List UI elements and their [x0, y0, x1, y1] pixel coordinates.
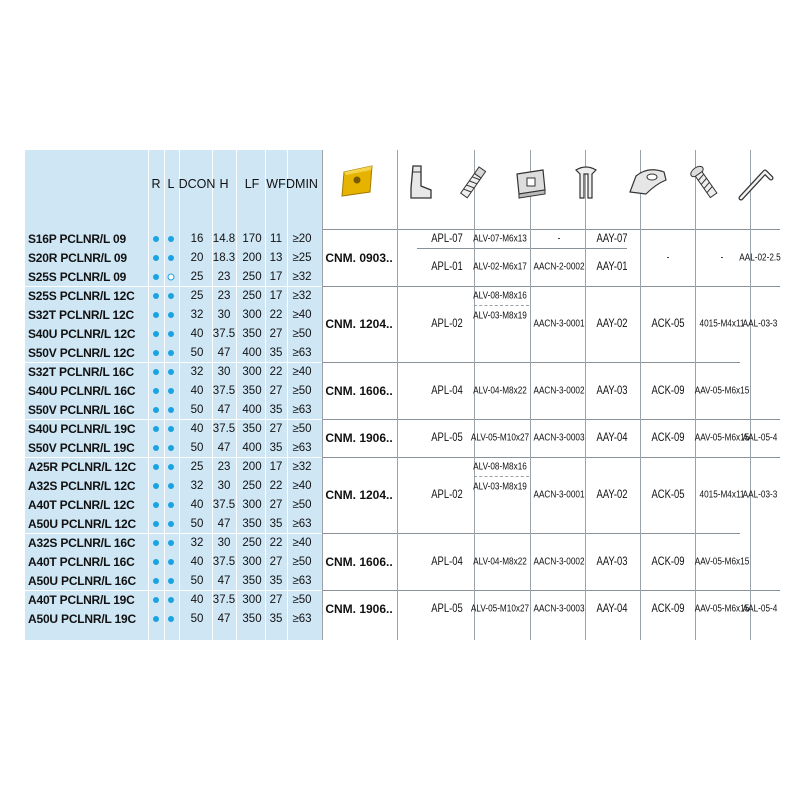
spec-value: 37.5 [212, 422, 236, 435]
ack-part: ACK-05 [651, 318, 685, 330]
spec-value: 47 [217, 612, 231, 625]
column-header: WF [266, 177, 286, 191]
column-header: R [151, 177, 161, 191]
spec-value: 16 [190, 232, 204, 245]
column-divider [322, 150, 323, 640]
spec-value: ≥63 [292, 403, 312, 416]
available-dot [153, 464, 159, 470]
spec-value: 32 [190, 308, 204, 321]
aacn-part: AACN-2-0002 [533, 261, 585, 272]
available-dot [153, 312, 159, 318]
insert-code: CNM. 1204.. [325, 317, 393, 331]
spec-value: 14.8 [212, 232, 236, 245]
column-divider [640, 150, 641, 640]
spec-value: 40 [190, 555, 204, 568]
alv-part: ALV-08-M8x16 [473, 290, 527, 301]
column-divider [148, 150, 149, 640]
screw-part: AAV-05-M6x15 [694, 603, 750, 615]
spec-value: 40 [190, 384, 204, 397]
spec-value: ≥63 [292, 346, 312, 359]
ack-part: ACK-09 [651, 555, 685, 568]
spec-value: 300 [242, 308, 262, 321]
available-dot [168, 293, 174, 299]
apl-part: APL-02 [431, 318, 463, 330]
model-code: A32S PCLNR/L 12C [28, 478, 136, 493]
available-dot [153, 369, 159, 375]
spec-value: ≥40 [292, 536, 312, 549]
column-header: H [219, 177, 229, 191]
unavailable-dot [168, 273, 175, 280]
spec-value: 22 [269, 365, 283, 378]
spec-value: 37.5 [212, 555, 236, 568]
spec-value: 22 [269, 479, 283, 492]
column-divider [179, 150, 180, 640]
spec-value: 50 [190, 574, 204, 587]
spec-value: 20 [190, 251, 204, 264]
group-divider [25, 419, 322, 420]
group-divider [25, 286, 322, 287]
dashed-divider [474, 476, 529, 477]
ack-part: - [666, 252, 670, 263]
group-divider [25, 533, 322, 534]
spec-value: ≥63 [292, 574, 312, 587]
model-code: S50V PCLNR/L 19C [28, 440, 135, 455]
model-code: A50U PCLNR/L 19C [28, 611, 136, 626]
spec-value: 50 [190, 517, 204, 530]
spec-value: 27 [269, 555, 283, 568]
spec-value: 30 [217, 365, 231, 378]
aacn-part: AACN-3-0002 [533, 385, 585, 396]
spec-value: 200 [242, 460, 262, 473]
spec-value: 25 [190, 270, 204, 283]
available-dot [168, 559, 174, 565]
spec-value: 40 [190, 593, 204, 606]
alv-part: ALV-03-M8x19 [473, 481, 527, 492]
catalog-table [25, 150, 780, 640]
spec-value: 22 [269, 536, 283, 549]
screw-part: 4015-M4x11 [699, 318, 745, 330]
aay-part: AAY-04 [596, 432, 628, 444]
available-dot [168, 502, 174, 508]
available-dot [168, 521, 174, 527]
available-dot [153, 616, 159, 622]
spec-value: 300 [242, 555, 262, 568]
available-dot [168, 407, 174, 413]
header-divider [322, 229, 780, 230]
alv-part: ALV-05-M10x27 [470, 432, 530, 444]
spec-value: 47 [217, 441, 231, 454]
spec-value: ≥40 [292, 365, 312, 378]
available-dot [153, 521, 159, 527]
spec-value: 17 [269, 460, 283, 473]
aay-part: AAY-01 [596, 260, 628, 273]
spec-value: ≥50 [292, 327, 312, 340]
spec-value: 27 [269, 593, 283, 606]
spec-value: ≥63 [292, 517, 312, 530]
screw-part: 4015-M4x11 [699, 489, 745, 501]
apl-part: APL-05 [431, 432, 463, 444]
spec-value: 27 [269, 498, 283, 511]
available-dot [153, 350, 159, 356]
spec-value: 35 [269, 346, 283, 359]
insert-code: CNM. 0903.. [325, 250, 393, 265]
available-dot [168, 445, 174, 451]
spec-value: 37.5 [212, 384, 236, 397]
column-divider [397, 150, 398, 640]
model-code: S32T PCLNR/L 12C [28, 307, 134, 322]
clip-icon [570, 164, 602, 202]
aacn-part: AACN-3-0001 [533, 489, 585, 501]
group-divider [25, 590, 322, 591]
group-divider [322, 590, 740, 591]
spec-value: 27 [269, 422, 283, 435]
available-dot [168, 426, 174, 432]
model-code: S16P PCLNR/L 09 [28, 231, 126, 246]
spec-value: 250 [242, 536, 262, 549]
column-divider [750, 150, 751, 640]
alv-part: ALV-04-M8x22 [473, 385, 527, 396]
aay-part: AAY-04 [596, 603, 628, 615]
model-code: S40U PCLNR/L 12C [28, 326, 136, 341]
available-dot [153, 597, 159, 603]
available-dot [168, 255, 174, 261]
spec-value: 400 [242, 346, 262, 359]
spec-value: ≥40 [292, 308, 312, 321]
aacn-part: AACN-3-0002 [533, 556, 585, 567]
column-header: DMIN [286, 177, 318, 191]
key-part: AAL-02-2.5 [739, 252, 781, 263]
model-code: S25S PCLNR/L 09 [28, 269, 127, 284]
available-dot [153, 483, 159, 489]
model-code: A50U PCLNR/L 12C [28, 516, 136, 531]
spec-value: 350 [242, 384, 262, 397]
insert-code: CNM. 1606.. [325, 383, 393, 398]
alv-part: ALV-02-M6x17 [473, 261, 527, 272]
screw-part: - [720, 252, 724, 263]
model-code: A50U PCLNR/L 16C [28, 573, 136, 588]
available-dot [153, 388, 159, 394]
spec-value: ≥32 [292, 460, 312, 473]
spec-value: 50 [190, 441, 204, 454]
model-code: S40U PCLNR/L 19C [28, 421, 136, 436]
group-divider [740, 419, 780, 420]
spec-value: 50 [190, 612, 204, 625]
aay-part: AAY-02 [596, 489, 628, 501]
available-dot [153, 407, 159, 413]
spec-value: 250 [242, 270, 262, 283]
spec-value: ≥32 [292, 270, 312, 283]
spec-value: 35 [269, 517, 283, 530]
apl-part: APL-04 [431, 384, 463, 397]
spec-value: 50 [190, 403, 204, 416]
spec-value: 25 [190, 460, 204, 473]
available-dot [153, 578, 159, 584]
spec-value: 35 [269, 612, 283, 625]
insert-icon [338, 162, 376, 200]
aay-part: AAY-03 [596, 555, 628, 568]
model-code: S20R PCLNR/L 09 [28, 250, 127, 265]
spec-value: 32 [190, 536, 204, 549]
model-code: S50V PCLNR/L 12C [28, 345, 135, 360]
model-code: S50V PCLNR/L 16C [28, 402, 135, 417]
group-divider [740, 457, 780, 458]
spec-value: 47 [217, 346, 231, 359]
ack-part: ACK-09 [651, 384, 685, 397]
spec-value: 47 [217, 574, 231, 587]
spec-value: 27 [269, 384, 283, 397]
spec-value: ≥50 [292, 422, 312, 435]
row-divider [417, 248, 627, 249]
spec-value: ≥20 [292, 232, 312, 245]
available-dot [168, 369, 174, 375]
spec-value: 35 [269, 441, 283, 454]
group-divider [322, 457, 740, 458]
spec-value: ≥32 [292, 289, 312, 302]
spec-value: 250 [242, 289, 262, 302]
spec-value: ≥63 [292, 441, 312, 454]
available-dot [153, 540, 159, 546]
model-code: A40T PCLNR/L 19C [28, 592, 135, 607]
key-part: AAL-03-3 [742, 489, 778, 501]
column-header: DCON [178, 177, 216, 191]
spec-value: ≥50 [292, 384, 312, 397]
available-dot [153, 331, 159, 337]
model-code: S32T PCLNR/L 16C [28, 364, 134, 379]
screw-icon [685, 164, 725, 202]
spec-value: 350 [242, 422, 262, 435]
boot-icon [405, 162, 435, 202]
spec-value: 23 [217, 460, 231, 473]
spec-value: 40 [190, 498, 204, 511]
spec-value: 350 [242, 612, 262, 625]
spec-value: 50 [190, 346, 204, 359]
group-divider [322, 533, 740, 534]
spec-value: 32 [190, 365, 204, 378]
spec-value: 18.3 [212, 251, 236, 264]
available-dot [153, 255, 159, 261]
spec-value: 200 [242, 251, 262, 264]
hex-key-icon [735, 162, 777, 204]
available-dot [153, 274, 159, 280]
key-part: AAL-03-3 [742, 318, 778, 330]
available-dot [168, 388, 174, 394]
spec-value: 40 [190, 422, 204, 435]
spec-value: 300 [242, 593, 262, 606]
apl-part: APL-04 [431, 555, 463, 568]
apl-part: APL-05 [431, 603, 463, 615]
available-dot [153, 559, 159, 565]
available-dot [168, 331, 174, 337]
available-dot [153, 445, 159, 451]
group-divider [322, 362, 740, 363]
screw-part: AAV-05-M6x15 [694, 556, 750, 567]
spec-value: 170 [242, 232, 262, 245]
spec-value: 37.5 [212, 593, 236, 606]
group-divider [322, 419, 740, 420]
spec-value: 350 [242, 574, 262, 587]
available-dot [153, 293, 159, 299]
aacn-part: AACN-3-0003 [533, 603, 585, 615]
model-code: S25S PCLNR/L 12C [28, 288, 135, 303]
spec-value: 27 [269, 327, 283, 340]
spec-value: ≥50 [292, 555, 312, 568]
spec-value: 40 [190, 327, 204, 340]
spec-value: 30 [217, 479, 231, 492]
spec-value: 47 [217, 403, 231, 416]
spec-value: 250 [242, 479, 262, 492]
available-dot [168, 350, 174, 356]
available-dot [153, 502, 159, 508]
available-dot [168, 483, 174, 489]
model-code: A25R PCLNR/L 12C [28, 459, 136, 474]
ack-part: ACK-09 [651, 603, 685, 615]
spec-value: 30 [217, 536, 231, 549]
aay-part: AAY-02 [596, 318, 628, 330]
group-divider [740, 286, 780, 287]
screw-icon [457, 164, 487, 204]
aay-part: AAY-07 [596, 232, 628, 245]
alv-part: ALV-03-M8x19 [473, 310, 527, 321]
spec-value: 400 [242, 403, 262, 416]
spec-value: 47 [217, 517, 231, 530]
apl-part: APL-01 [431, 260, 463, 273]
ack-part: ACK-05 [651, 489, 685, 501]
aacn-part: - [557, 233, 561, 244]
model-code: A32S PCLNR/L 16C [28, 535, 136, 550]
column-divider [265, 150, 266, 640]
column-header: L [167, 177, 175, 191]
spec-value: 35 [269, 574, 283, 587]
spec-value: 400 [242, 441, 262, 454]
clamp-icon [626, 164, 670, 200]
spec-value: 35 [269, 403, 283, 416]
aacn-part: AACN-3-0001 [533, 318, 585, 330]
spec-value: 350 [242, 517, 262, 530]
group-divider [25, 457, 322, 458]
spec-value: ≥25 [292, 251, 312, 264]
column-divider [287, 150, 288, 640]
available-dot [168, 578, 174, 584]
spec-value: ≥63 [292, 612, 312, 625]
aay-part: AAY-03 [596, 384, 628, 397]
model-code: S40U PCLNR/L 16C [28, 383, 136, 398]
spec-value: ≥50 [292, 593, 312, 606]
group-divider [25, 362, 322, 363]
spec-value: 17 [269, 289, 283, 302]
spec-value: 22 [269, 308, 283, 321]
spec-value: 37.5 [212, 327, 236, 340]
spec-value: 23 [217, 289, 231, 302]
shim-icon [513, 166, 549, 200]
spec-value: 30 [217, 308, 231, 321]
alv-part: ALV-05-M10x27 [470, 603, 530, 615]
spec-value: 17 [269, 270, 283, 283]
insert-code: CNM. 1906.. [325, 602, 393, 616]
screw-part: AAV-05-M6x15 [694, 385, 750, 396]
column-divider [585, 150, 586, 640]
insert-code: CNM. 1204.. [325, 488, 393, 502]
key-part: AAL-05-4 [742, 432, 778, 444]
available-dot [168, 597, 174, 603]
apl-part: APL-02 [431, 489, 463, 501]
model-code: A40T PCLNR/L 12C [28, 497, 135, 512]
group-divider [740, 590, 780, 591]
group-divider [322, 286, 740, 287]
insert-code: CNM. 1906.. [325, 431, 393, 445]
alv-part: ALV-04-M8x22 [473, 556, 527, 567]
spec-value: 350 [242, 327, 262, 340]
column-divider [236, 150, 237, 640]
apl-part: APL-07 [431, 232, 463, 245]
available-dot [168, 464, 174, 470]
spec-value: 300 [242, 365, 262, 378]
available-dot [168, 312, 174, 318]
key-part: AAL-05-4 [742, 603, 778, 615]
column-divider [164, 150, 165, 640]
available-dot [153, 426, 159, 432]
dashed-divider [474, 305, 529, 306]
ack-part: ACK-09 [651, 432, 685, 444]
spec-value: 13 [269, 251, 283, 264]
available-dot [168, 236, 174, 242]
spec-value: ≥50 [292, 498, 312, 511]
spec-value: 37.5 [212, 498, 236, 511]
spec-value: 32 [190, 479, 204, 492]
available-dot [153, 236, 159, 242]
spec-value: 23 [217, 270, 231, 283]
screw-part: AAV-05-M6x15 [694, 432, 750, 444]
spec-value: 25 [190, 289, 204, 302]
available-dot [168, 616, 174, 622]
available-dot [168, 540, 174, 546]
spec-value: ≥40 [292, 479, 312, 492]
column-header: LF [244, 177, 260, 191]
model-code: A40T PCLNR/L 16C [28, 554, 135, 569]
spec-value: 11 [270, 232, 282, 245]
column-divider [530, 150, 531, 640]
insert-code: CNM. 1606.. [325, 554, 393, 569]
alv-part: ALV-08-M8x16 [473, 461, 527, 472]
aacn-part: AACN-3-0003 [533, 432, 585, 444]
alv-part: ALV-07-M6x13 [473, 233, 527, 244]
spec-value: 300 [242, 498, 262, 511]
